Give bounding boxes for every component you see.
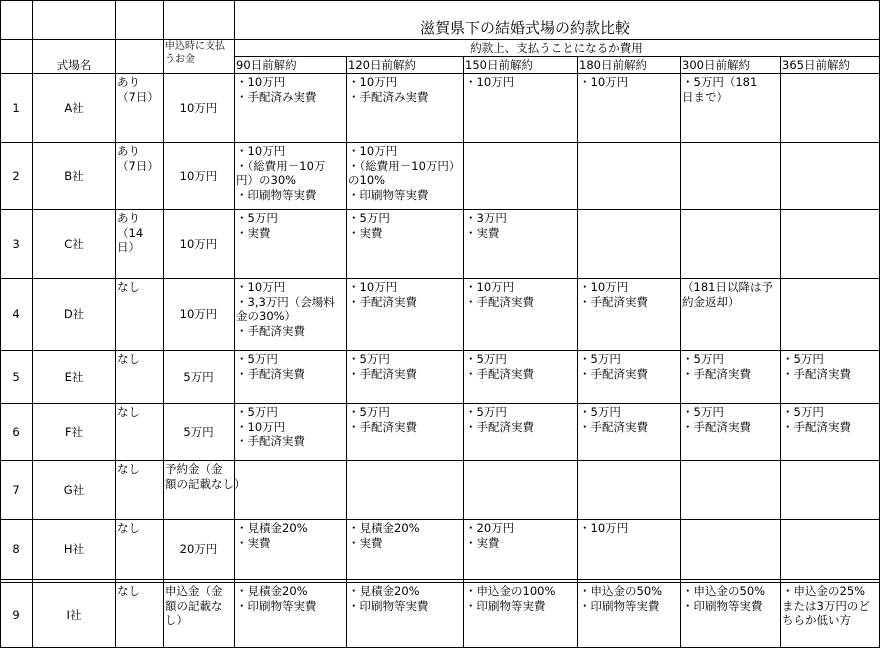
venue-name: D社 [63, 307, 85, 321]
cancel-fee-cell: ・10万円 ・（総費用－10万 円）の30% ・印刷物等実費 [236, 144, 326, 202]
cancel-fee-cell: ・5万円 ・10万円 ・手配済実費 [236, 405, 305, 448]
deposit-amount: 10万円 [179, 169, 218, 183]
venue-name: B社 [64, 169, 84, 183]
cancel-fee-cell: ・見積金20% ・印刷物等実費 [236, 584, 317, 613]
cancel-fee-cell: ・10万円 ・手配済み実費 [348, 75, 429, 104]
row-number: 3 [12, 237, 20, 251]
column-border [463, 56, 464, 648]
cancel-fee-cell: ・見積金20% ・実費 [236, 521, 308, 550]
period-header-6: 365日前解約 [782, 58, 850, 72]
period-header-1: 90日前解約 [236, 58, 297, 72]
row-number: 4 [12, 307, 20, 321]
venue-name: G社 [63, 483, 85, 497]
cooling-off-period: あり （7日） [117, 75, 159, 104]
venue-name: E社 [64, 370, 84, 384]
row-border [0, 403, 880, 404]
cancel-fee-cell: ・10万円 [579, 521, 629, 535]
cancel-fee-cell: ・20万円 ・実費 [465, 521, 515, 550]
venue-name: H社 [63, 542, 85, 556]
period-header-3: 150日前解約 [465, 58, 533, 72]
cancel-fee-cell: （181日以降は予 約金返却） [682, 280, 773, 309]
row-border [0, 142, 880, 143]
deposit-amount: 10万円 [179, 307, 218, 321]
cooling-off-period: なし [117, 352, 140, 366]
row-border [0, 519, 880, 520]
deposit-amount: 5万円 [183, 370, 214, 384]
row-border [0, 582, 880, 583]
cooling-off-period: なし [117, 405, 140, 419]
cooling-off-period: あり （7日） [117, 144, 159, 173]
cancel-fee-cell: ・5万円 ・手配済実費 [682, 405, 751, 434]
deposit-amount: 予約金（金 額の記載なし） [165, 462, 246, 491]
row-border [234, 56, 880, 57]
row-number: 6 [12, 425, 20, 439]
deposit-header: 申込時に支払 うお金 [165, 41, 225, 65]
venue-name-header: 式場名 [56, 58, 92, 72]
cancel-fee-cell: ・10万円 ・手配済実費 [348, 280, 417, 309]
row-border [0, 278, 880, 279]
venue-name: A社 [64, 101, 84, 115]
venue-name: I社 [66, 608, 82, 622]
row-border [0, 209, 880, 210]
cancel-fee-cell: ・3万円 ・実費 [465, 211, 507, 240]
venue-name: F社 [64, 425, 84, 439]
cancel-fee-cell: ・5万円 ・実費 [348, 211, 390, 240]
cancel-fee-cell: ・5万円 ・手配済実費 [782, 405, 851, 434]
deposit-amount: 10万円 [179, 237, 218, 251]
deposit-amount: 20万円 [179, 542, 218, 556]
cancel-fee-cell: ・10万円 [579, 75, 629, 89]
period-header-4: 180日前解約 [579, 58, 647, 72]
row-number: 2 [12, 169, 20, 183]
period-header-2: 120日前解約 [348, 58, 416, 72]
cancel-fee-cell: ・10万円 [465, 75, 515, 89]
row-border [0, 39, 880, 40]
row-border [0, 73, 880, 74]
cooling-off-period: なし [117, 584, 140, 598]
cancel-fee-cell: ・5万円 ・手配済実費 [682, 352, 751, 381]
row-number: 9 [12, 608, 20, 622]
column-border [780, 56, 781, 648]
row-number: 5 [12, 370, 20, 384]
cancel-fee-cell: ・見積金20% ・実費 [348, 521, 420, 550]
cancel-fee-cell: ・5万円 ・手配済実費 [579, 352, 648, 381]
cancel-fee-cell: ・10万円 ・手配済実費 [465, 280, 534, 309]
cancel-fee-cell: ・申込金の100% ・印刷物等実費 [465, 584, 556, 613]
fees-header: 約款上、支払うことになるか費用 [470, 41, 643, 55]
cancel-fee-cell: ・5万円（181 日まで） [682, 75, 758, 104]
deposit-amount: 申込金（金 額の記載な し） [165, 584, 223, 627]
cancel-fee-cell: ・申込金の50% ・印刷物等実費 [682, 584, 766, 613]
cancel-fee-cell: ・5万円 ・手配済実費 [465, 405, 534, 434]
row-border [0, 0, 880, 1]
cancel-fee-cell: ・5万円 ・手配済実費 [782, 352, 851, 381]
deposit-amount: 5万円 [183, 425, 214, 439]
cooling-off-period: なし [117, 462, 140, 476]
column-border [346, 56, 347, 648]
cooling-off-period: なし [117, 521, 140, 535]
row-border [0, 350, 880, 351]
row-number: 7 [12, 483, 20, 497]
column-border [234, 0, 235, 648]
cancel-fee-cell: ・5万円 ・手配済実費 [579, 405, 648, 434]
row-border [0, 460, 880, 461]
cancel-fee-cell: ・5万円 ・手配済実費 [348, 405, 417, 434]
cancel-fee-cell: ・10万円 ・手配済実費 [579, 280, 648, 309]
period-header-5: 300日前解約 [682, 58, 750, 72]
cancel-fee-cell: ・5万円 ・手配済実費 [348, 352, 417, 381]
cooling-off-period: あり （14 日） [117, 211, 144, 254]
column-border [577, 56, 578, 648]
row-number: 1 [12, 101, 20, 115]
column-border [115, 0, 116, 648]
column-border [680, 56, 681, 648]
cancel-fee-cell: ・5万円 ・手配済実費 [236, 352, 305, 381]
cancel-fee-cell: ・10万円 ・（総費用－10万円） の10% ・印刷物等実費 [348, 144, 461, 202]
row-border [0, 579, 880, 580]
cancel-fee-cell: ・10万円 ・手配済み実費 [236, 75, 317, 104]
venue-name: C社 [64, 237, 84, 251]
cancel-fee-cell: ・申込金の50% ・印刷物等実費 [579, 584, 663, 613]
sheet-title: 滋賀県下の結婚式場の約款比較 [420, 19, 631, 37]
cancel-fee-cell: ・5万円 ・実費 [236, 211, 278, 240]
row-number: 8 [12, 542, 20, 556]
cooling-off-period: なし [117, 280, 140, 294]
deposit-amount: 10万円 [179, 101, 218, 115]
cancel-fee-cell: ・申込金の25% または3万円のど ちらか低い方 [782, 584, 870, 627]
cancel-fee-cell: ・5万円 ・手配済実費 [465, 352, 534, 381]
cancel-fee-cell: ・見積金20% ・印刷物等実費 [348, 584, 429, 613]
cancel-fee-cell: ・10万円 ・3,3万円（会場料 金の30%） ・手配済実費 [236, 280, 335, 338]
